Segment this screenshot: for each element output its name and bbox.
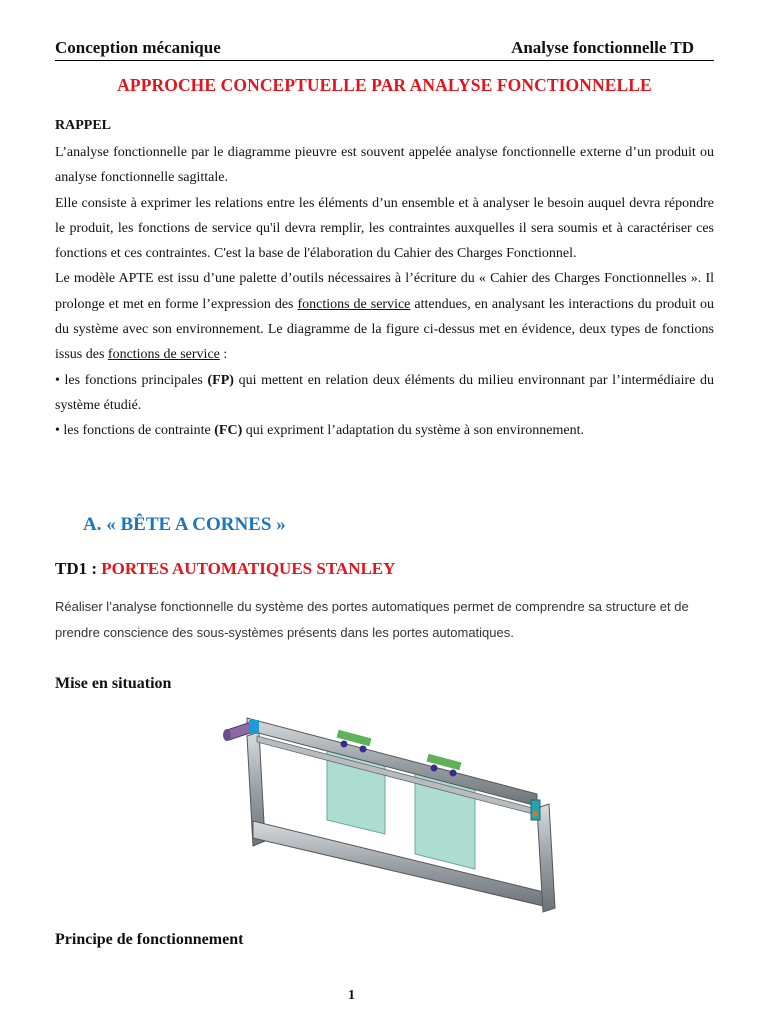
page-header [55, 36, 714, 58]
rappel-paragraph-1: L’analyse fonctionnelle par le diagramme pieuvre est souvent appelée analyse fonctionnelle externe d’un produit ou analyse fonctionnelle sagittale. [55, 145, 714, 186]
text-run: qui expriment l’adaptation du système à son environnement. [242, 423, 584, 439]
frame-top-rail [247, 718, 537, 806]
roller-wheel [360, 746, 367, 753]
roller-wheel [450, 770, 457, 777]
text-run: • les fonctions principales [55, 372, 208, 388]
bullet-fp [55, 368, 714, 419]
fp-acronym: (FP) [207, 372, 234, 388]
td1-label: TD1 : [55, 559, 102, 578]
text-run: • les fonctions de contrainte [55, 423, 215, 439]
header-course-title: Conception mécanique [55, 38, 221, 57]
rappel-paragraph-3 [55, 266, 714, 367]
mise-en-situation-heading: Mise en situation [55, 675, 172, 692]
header-chapter-title: Analyse fonctionnelle TD [511, 38, 694, 57]
principe-heading: Principe de fonctionnement [55, 931, 244, 948]
text-run: Le modèle APTE est issu d’une palette d’outils nécessaires à l’écriture du « Cahier des Charges Fonctionnelles ». Il prolonge et met en forme l’expression des [55, 271, 714, 312]
roller-wheel [341, 741, 348, 748]
rappel-paragraph-2: Elle consiste à exprimer les relations entre les éléments d’un ensemble et à analyser le besoin auquel devra répondre le produit, les fonctions de service qu'il devra remplir, les contraintes auxquelles il sera soumis et à caractériser ces fonctions et ces contraintes. C'est la base de l'élaboration du Cahier des Charges Fonctionnel. [55, 195, 714, 262]
td1-intro [55, 594, 714, 646]
text-run: : [219, 347, 228, 363]
rappel-body [55, 140, 714, 444]
rappel-heading: RAPPEL [55, 118, 111, 133]
section-a-heading: A. « BÊTE A CORNES » [83, 514, 286, 535]
td1-heading [55, 559, 395, 579]
guide-rail [257, 736, 533, 814]
frame-bottom-rail [253, 821, 552, 908]
text-run: qui mettent en relation deux éléments du milieu environnant par l’intermédiaire du système étudié. [55, 372, 714, 413]
roller-wheel [431, 765, 438, 772]
page-number: 1 [348, 988, 355, 1003]
fonctions-de-service-term: fonctions de service [297, 296, 411, 312]
document-page [55, 0, 714, 1024]
bullet-fc [55, 418, 714, 443]
td1-intro-text: Réaliser l’analyse fonctionnelle du système des portes automatiques permet de comprendre sa structure et de prendre conscience des sous-systèmes présents dans les portes automatiques. [55, 599, 689, 640]
fc-acronym: (FC) [214, 423, 243, 439]
automatic-door-illustration [217, 696, 607, 926]
header-rule [55, 60, 714, 61]
text-run: attendues, en analysant les interactions du produit ou du système avec son environnement. Le diagramme de la figure ci-dessus met en évidence, deux types de fonctions issus des [55, 296, 714, 363]
motor-end [223, 729, 231, 741]
main-title: APPROCHE CONCEPTUELLE PAR ANALYSE FONCTIONNELLE [117, 75, 652, 95]
pulley [533, 812, 538, 817]
fonctions-de-service-term: fonctions de service [107, 347, 220, 363]
motor-coupling [249, 720, 259, 734]
td1-title: PORTES AUTOMATIQUES STANLEY [101, 559, 396, 578]
pulley-housing [531, 800, 540, 820]
